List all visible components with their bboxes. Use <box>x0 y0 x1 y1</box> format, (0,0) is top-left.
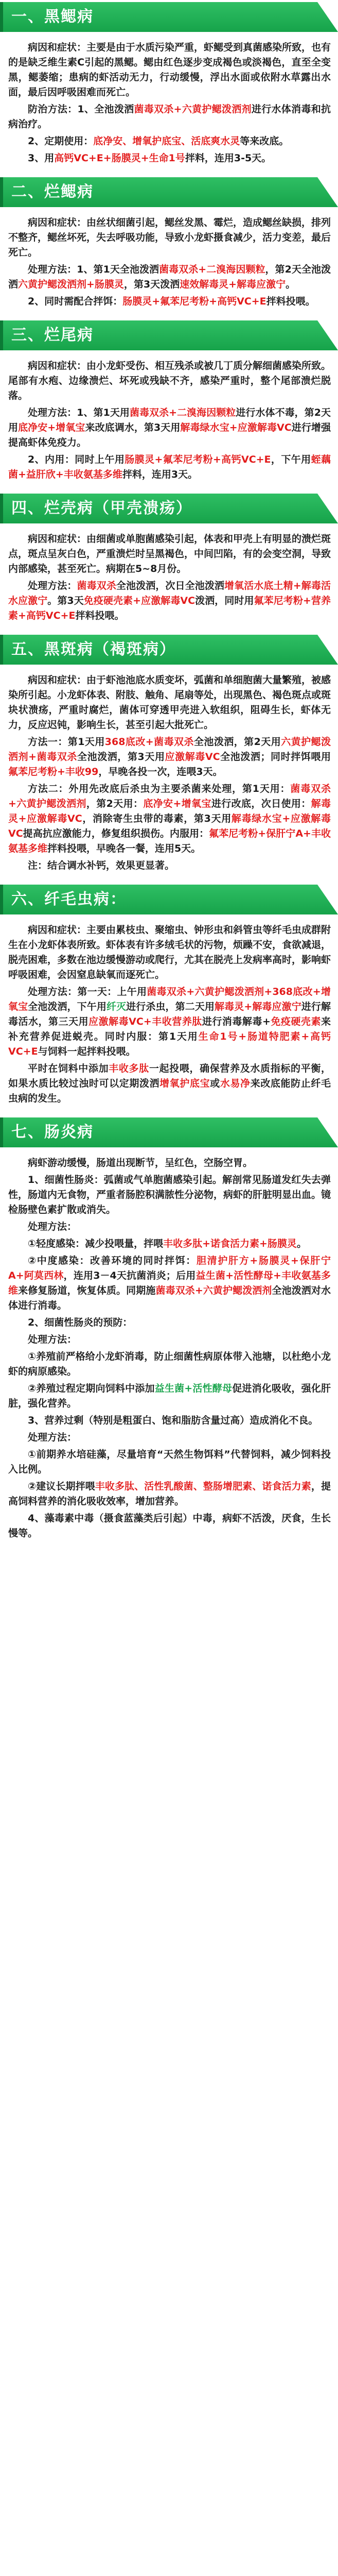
text-run: 提高抗应激能力，修复组织损伤。内服用： <box>23 828 209 839</box>
product-highlight: 免疫硬壳素+应激解毒VC <box>83 595 195 606</box>
product-highlight: 菌毒双杀+二溴海因颗粒 <box>129 407 236 418</box>
text-run: 病因和症状：由于虾池池底水质变坏，弧菌和单细胞菌大量繁殖，被感染所引起。小龙虾体表、附肢、触角、尾扇等处，出现黑色、褐色斑点或斑块状溃疡，严重时腐烂，菌体可穿透甲壳进入软组织，阻碍生长，虾体无力，反应迟钝，影响生长，甚至引起大批死亡。 <box>8 674 331 731</box>
product-highlight: 氟苯尼考粉+营养素+高钙VC+E <box>8 595 331 621</box>
paragraph <box>8 102 331 132</box>
product-highlight: 底净安+增氧宝 <box>18 422 85 433</box>
paragraph <box>8 1236 331 1251</box>
text-run: 来补充营养促进蜕壳。同时内服：第1天用 <box>8 1016 331 1042</box>
product-highlight: 解毒绿水宝+应激解毒VC <box>8 813 331 839</box>
text-run: 处理方法： <box>28 1221 77 1232</box>
text-run: 3、用 <box>28 152 55 164</box>
paragraph <box>8 1253 331 1313</box>
text-run: 注：结合调水补钙，效果更显著。 <box>28 860 175 871</box>
product-highlight: 益生菌+活性酵母+丰收氨基多维 <box>8 1270 331 1296</box>
product-highlight: 氟苯尼考粉+保肝宁A+丰收氨基多维 <box>8 828 331 854</box>
text-run: ①养殖前严格给小龙虾消毒，防止细菌性病原体带入池塘，以杜绝小龙虾的病原感染。 <box>8 1351 331 1377</box>
paragraph <box>8 532 331 577</box>
section-body <box>0 215 338 309</box>
product-highlight: 解毒绿水宝+应激解毒VC <box>180 422 292 433</box>
section-heading: 三、烂尾病 <box>0 320 338 350</box>
text-run: 处理方法： <box>28 264 77 275</box>
text-run: ②中度感染：改善环境的同时拌饵： <box>28 1255 197 1266</box>
text-run: 全池泼洒，下午用 <box>28 1001 106 1012</box>
paragraph <box>8 151 331 166</box>
text-run: 病虾游动缓慢，肠道出现断节，呈红色，空肠空胃。 <box>28 1157 253 1168</box>
text-run: 2、内用：同时上午用 <box>28 454 125 465</box>
section-heading: 五、黑斑病（褐斑病） <box>0 635 338 665</box>
text-run: ，第3天泼洒 <box>123 279 180 290</box>
paragraph <box>8 1061 331 1106</box>
product-highlight: 应激解毒VC <box>165 751 220 762</box>
product-highlight: 增氧护底宝 <box>159 1078 210 1089</box>
text-run: 1、细菌性肠炎：弧菌或气单胞菌感染引起。解剖常见肠道发红失去弹性，肠道内无食物，严重者肠腔积满脓性分泌物，病虾的肝脏明显出血。镜检肠壁色素扩散或消失。 <box>8 1174 331 1215</box>
product-highlight: 解毒灵+应激解毒VC <box>8 798 331 824</box>
text-run: 拌料投喂。 <box>75 610 124 621</box>
product-highlight: 免疫硬壳素 <box>270 1016 321 1027</box>
product-highlight: 菌毒双杀+六黄护鳃泼洒剂 <box>8 783 331 809</box>
section-body <box>0 923 338 1106</box>
paragraph <box>8 1219 331 1234</box>
paragraph <box>8 262 331 292</box>
text-run: 拌料，连用3-5天。 <box>185 152 272 164</box>
text-run: ②养殖过程定期向饲料中添加 <box>28 1383 155 1394</box>
product-highlight: 生命1号+肠道特肥素+高钙VC+E <box>8 1031 331 1057</box>
text-run: ，提高饲料营养的消化吸收效率，增加营养。 <box>8 1481 331 1507</box>
text-run: 方法一：第1天用 <box>28 736 105 748</box>
section-heading: 七、肠炎病 <box>0 1117 338 1147</box>
paragraph <box>8 405 331 450</box>
text-run: 3、营养过剩（特别是粗蛋白、饱和脂肪含量过高）造成消化不良。 <box>28 1415 318 1426</box>
product-highlight: 肠膜灵+氟苯尼考粉+高钙VC+E <box>124 454 271 465</box>
text-run: 进行增强提高虾体免疫力。 <box>8 422 331 448</box>
product-highlight: 菌毒双杀+六黄护鳃泼洒剂 <box>155 1285 272 1296</box>
text-run: 处理方法： <box>28 580 77 591</box>
text-run: 进行消毒解毒+ <box>202 1016 271 1027</box>
text-run: 全池泼洒，第3天用 <box>77 751 165 762</box>
paragraph <box>8 1315 331 1330</box>
product-highlight: 丰收多肽、活性乳酸菌、整肠增肥素、诺食活力素 <box>95 1481 311 1492</box>
product-highlight: 菌毒双杀 <box>77 580 116 591</box>
text-run: 泼洒，同时用 <box>195 595 254 606</box>
paragraph <box>8 735 331 779</box>
paragraph <box>8 134 331 149</box>
text-run: 2、细菌性肠炎的预防： <box>28 1317 133 1328</box>
product-highlight: 解毒灵+解毒应激宁 <box>215 1001 301 1012</box>
text-run: ，第2天全池泼洒 <box>8 264 331 290</box>
product-highlight: 水易净 <box>220 1078 251 1089</box>
paragraph <box>8 452 331 482</box>
text-run: ，连用3－4天抗菌消炎；后用 <box>63 1270 196 1281</box>
text-run: 全池泼洒对水体进行消毒。 <box>8 1285 331 1311</box>
paragraph <box>8 1413 331 1428</box>
paragraph <box>8 359 331 403</box>
text-run: ②建议长期拌喂 <box>28 1481 95 1492</box>
text-run: 1、第1天全池泼洒 <box>77 264 159 275</box>
text-run: 处理方法：第一天：上午用 <box>28 986 147 997</box>
section-body <box>0 40 338 166</box>
text-run: 病因和症状：由细菌或单胞菌感染引起，体表和甲壳上有明显的溃烂斑点，斑点呈灰白色，严重溃烂时呈黑褐色，中间凹陷，有的会变空洞，导致内部感染，甚至死亡。病期在5~8月份。 <box>8 533 331 574</box>
text-run: 。第3天 <box>47 595 84 606</box>
product-highlight: 蛭藕菌+益肝欣+丰收氨基多维 <box>8 454 331 480</box>
paragraph <box>8 923 331 982</box>
text-run: 全池泼洒，次日全池泼洒 <box>116 580 225 591</box>
text-run: ，第2天用： <box>86 798 144 809</box>
paragraph <box>8 215 331 260</box>
product-highlight: 肠膜灵+氟苯尼考粉+高钙VC+E <box>122 296 266 307</box>
text-run: 与饲料一起拌料投喂。 <box>38 1046 136 1057</box>
paragraph <box>8 294 331 309</box>
paragraph <box>8 1332 331 1347</box>
text-run: 进行水体不毒，第2天用 <box>8 407 331 433</box>
paragraph <box>8 782 331 856</box>
text-run: 第3天用 <box>193 813 232 824</box>
text-run: 病因和症状：主要是由于水质污染严重，虾鳃受到真菌感染所致，也有的是缺乏维生素C引起的黑鳃。鳃由红色逐步变成褐色或淡褐色，直至全变黑，鳃萎缩；患病的虾活动无力，行动缓慢，浮出水面或依附水草露出水面，最后因呼吸困难而死亡。 <box>8 42 331 98</box>
product-highlight: 368底改+菌毒双杀 <box>104 736 194 748</box>
paragraph <box>8 1479 331 1509</box>
text-run: 病因和症状：由小龙虾受伤、相互残杀或被几丁质分解细菌感染所致。尾部有水疱、边缘溃烂、坏死或残缺不齐，感染严重时，整个尾部溃烂脱落。 <box>8 360 331 401</box>
paragraph <box>8 985 331 1059</box>
section-body <box>0 1156 338 1541</box>
paragraph <box>8 1447 331 1477</box>
paragraph <box>8 1173 331 1217</box>
paragraph <box>8 673 331 733</box>
product-highlight: 菌毒双杀+二溴海因颗粒 <box>159 264 265 275</box>
text-run: 2、同时需配合拌饵： <box>28 296 123 307</box>
text-run: 进行杀虫，第二天用 <box>126 1001 215 1012</box>
paragraph <box>8 858 331 873</box>
text-run: 处理方法： <box>28 1432 77 1443</box>
text-run: 处理方法： <box>28 1334 77 1345</box>
section-heading: 六、纤毛虫病： <box>0 885 338 914</box>
text-run: 防治方法：1、全池泼洒 <box>28 104 134 115</box>
text-run: ，消除寄生虫带的毒素， <box>82 813 194 824</box>
text-run: ①轻度感染：减少投喂量，拌喂 <box>28 1238 164 1249</box>
text-run: 等来改底。 <box>240 135 289 147</box>
product-highlight: 底净安、增氧护底宝、活底爽水灵 <box>93 135 240 147</box>
section-heading: 一、黑鳃病 <box>0 2 338 32</box>
paragraph <box>8 1430 331 1445</box>
product-highlight-green: 纤灭 <box>106 1001 127 1012</box>
text-run: 来修复肠道，恢复体质。同期施 <box>18 1285 156 1296</box>
paragraph <box>8 579 331 623</box>
product-highlight: 丰收多肽+诺食活力素+肠膜灵 <box>163 1238 297 1249</box>
text-run: 进行解毒活水，第三天用 <box>8 1001 331 1027</box>
product-highlight-green: 益生菌+活性酵母 <box>154 1383 233 1394</box>
text-run: 病因和症状：主要由累枝虫、聚缩虫、钟形虫和斜管虫等纤毛虫成群附生在小龙虾体表所致。虾体表有许多绒毛状的污物，烦躁不安，食欲减退，脱壳困难，多数在池边缓慢游动或爬行，尤其在脱壳上发病率高时，影响虾呼吸困难，会因窒息缺氧而逐死亡。 <box>8 924 331 980</box>
text-run: 拌料，连用3天。 <box>122 469 198 480</box>
product-highlight: 丰收多肽 <box>109 1063 149 1074</box>
text-run: 拌料投喂。 <box>266 296 315 307</box>
product-highlight: 氟苯尼考粉+丰收99 <box>8 766 99 777</box>
text-run: 平时在饲料中添加 <box>28 1063 109 1074</box>
text-run: 进行改底，次日使用： <box>211 798 311 809</box>
text-run: 全池泼洒；同时拌饵喂用 <box>220 751 331 762</box>
section-heading: 二、烂鳃病 <box>0 177 338 207</box>
product-highlight: 高钙VC+E+肠膜灵+生命1号 <box>54 152 185 164</box>
paragraph <box>8 40 331 100</box>
text-run: 病因和症状：由丝状细菌引起，鳃丝发黑、霉烂，造成鳃丝缺损，排列不整齐，鳃丝坏死，失去呼吸功能，导致小龙虾摄食减少，活力变差，最后死亡。 <box>8 217 331 258</box>
text-run: 或 <box>210 1078 220 1089</box>
text-run: 全池泼洒，第2天用 <box>193 736 281 748</box>
section-body <box>0 532 338 623</box>
text-run: 一起投喂，确保营养及水质指标的平衡，如果水质比较过浊时可以定期泼洒 <box>8 1063 331 1089</box>
product-highlight: 胆清护肝方+肠膜灵+保肝宁A+阿莫西林 <box>8 1255 331 1281</box>
product-highlight: 增氧活水底土精+解毒活水应激宁 <box>8 580 331 606</box>
product-highlight: 菌毒双杀+六黄护鳃泼洒剂+368底改+增氧宝 <box>8 986 331 1012</box>
text-run: 拌料投喂，早晚各一餐，连用5天。 <box>47 843 201 854</box>
section-body <box>0 359 338 482</box>
text-run: 来改底能防止纤毛虫病的发生。 <box>8 1078 331 1104</box>
paragraph <box>8 1349 331 1379</box>
section-body <box>0 673 338 873</box>
product-highlight: 菌毒双杀+六黄护鳃泼洒剂 <box>134 104 252 115</box>
product-highlight: 六黄护鳃泼洒剂+肠膜灵 <box>18 279 124 290</box>
product-highlight: 底净安+增氧宝 <box>143 798 211 809</box>
text-run: 来改底调水，第3天用 <box>85 422 181 433</box>
paragraph <box>8 1381 331 1411</box>
section-heading: 四、烂壳病（甲壳溃疡） <box>0 494 338 523</box>
text-run: 处理方法：1、第1天用 <box>28 407 130 418</box>
text-run: 2、定期使用： <box>28 135 94 147</box>
text-run: ，早晚各投一次，连喂3天。 <box>98 766 223 777</box>
text-run: ，下午用 <box>271 454 311 465</box>
text-run: 。 <box>286 279 296 290</box>
paragraph <box>8 1156 331 1171</box>
text-run: 。 <box>296 1238 307 1249</box>
product-highlight: 速效解毒灵+解毒应激宁 <box>180 279 286 290</box>
paragraph <box>8 1511 331 1541</box>
product-highlight: 六黄护鳃泼洒剂+菌毒双杀 <box>8 736 331 762</box>
text-run: 促进消化吸收，强化肝脏，强化营养。 <box>8 1383 331 1409</box>
text-run: 4、藻毒素中毒（摄食蓝藻类后引起）中毒，病虾不活泼，厌食，生长慢等。 <box>8 1513 331 1539</box>
product-highlight: 应激解毒VC+丰收营养肽 <box>88 1016 202 1027</box>
text-run: 方法二：外用先改底后杀虫为主要杀菌来处理，第1天用： <box>28 783 291 794</box>
text-run: 进行水体消毒和抗病治疗。 <box>8 104 331 130</box>
text-run: ①前期养水培硅藻，尽量培育“天然生物饵料”代替饲料，减少饲料投入比例。 <box>8 1449 331 1475</box>
